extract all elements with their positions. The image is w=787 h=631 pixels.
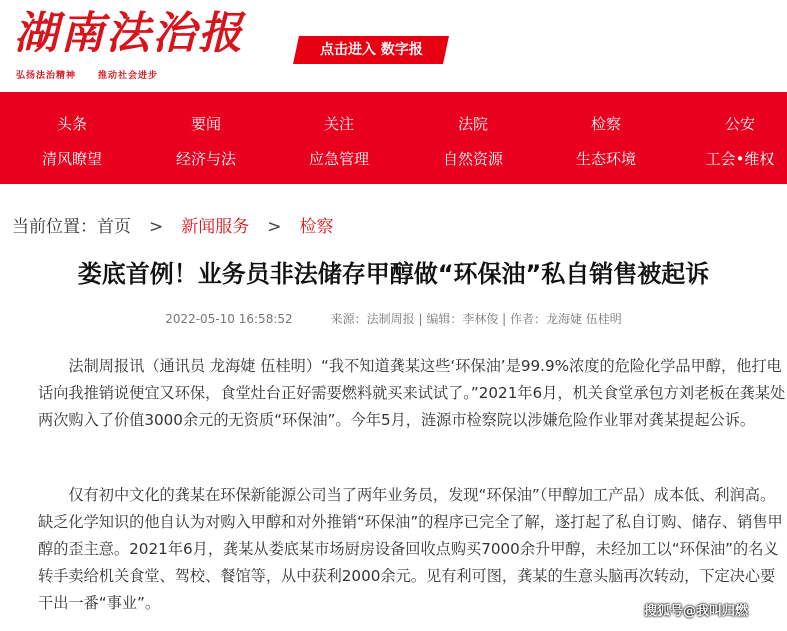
digital-edition-label: 点击进入 数字报 [319, 42, 423, 58]
slogan-right: 推动社会进步 [98, 71, 159, 81]
nav-item-toutiao[interactable]: 头条 [56, 115, 87, 133]
article-meta [0, 310, 787, 327]
breadcrumb-home[interactable]: 首页 [97, 217, 131, 237]
slogan-left: 弘扬法治精神 [16, 71, 77, 81]
main-nav [0, 92, 787, 184]
nav-item-jingji[interactable]: 经济与法 [175, 150, 236, 168]
nav-item-gongan[interactable]: 公安 [724, 115, 755, 133]
nav-item-ziran[interactable]: 自然资源 [442, 150, 503, 168]
breadcrumb-section[interactable]: 新闻服务 [181, 217, 250, 237]
nav-item-gonghui[interactable]: 工会•维权 [705, 150, 775, 168]
article-source: 来源：法制周报 | 编辑：李林俊 | 作者：龙海婕 伍桂明 [330, 312, 622, 326]
site-slogan [16, 68, 158, 81]
nav-item-guanzhu[interactable]: 关注 [323, 115, 354, 133]
article-title: 娄底首例！业务员非法储存甲醇做“环保油”私自销售被起诉 [77, 260, 710, 288]
nav-item-jiancha[interactable]: 检察 [590, 115, 621, 133]
nav-item-fayuan[interactable]: 法院 [457, 115, 488, 133]
nav-item-yaowen[interactable]: 要闻 [190, 115, 221, 133]
digital-edition-button[interactable] [293, 36, 449, 64]
article-paragraph: 法制周报讯（通讯员 龙海婕 伍桂明）“我不知道龚某这些‘环保油’是99.9%浓度的危险化学品甲醇，他打电话向我推销说便宜又环保，食堂灶台正好需要燃料就买来试试了。”2021年6月，机关食堂承包方刘老板在龚某处两次购入了价值3000余元的无资质“环保油”。今年5月，涟源市检察院以涉嫌危险作业罪对龚某提起公诉。 [38, 357, 786, 429]
breadcrumb-category[interactable]: 检察 [299, 217, 334, 237]
nav-item-yingji[interactable]: 应急管理 [308, 150, 369, 168]
breadcrumb-separator: > [149, 217, 164, 237]
site-header [0, 0, 787, 92]
breadcrumb-prefix: 当前位置： [12, 217, 97, 237]
article-paragraph: 仅有初中文化的龚某在环保新能源公司当了两年业务员，发现“环保油”（甲醇加工产品）成本低、利润高。缺乏化学知识的他自认为对购入甲醇和对外推销“环保油”的程序已完全了解，遂打起了私自订购、储存、销售甲醇的歪主意。2021年6月，龚某从娄底某市场厨房设备回收点购买7000余升甲醇，未经加工以“环保油”的名义转手卖给机关食堂、驾校、餐馆等，从中获利2000余元。见有利可图，龚某的生意头脑再次转动，下定决心要干出一番“事业”。 [38, 486, 783, 612]
breadcrumb-separator: > [267, 217, 282, 237]
site-logo[interactable]: 湖南法治报 [14, 8, 244, 59]
nav-item-qingfeng[interactable]: 清风瞭望 [41, 150, 102, 168]
source-watermark: 搜狐号@我叫归燃 [644, 604, 749, 619]
nav-item-shengtai[interactable]: 生态环境 [575, 150, 636, 168]
article-date: 2022-05-10 16:58:52 [165, 312, 293, 326]
breadcrumb [12, 212, 334, 237]
